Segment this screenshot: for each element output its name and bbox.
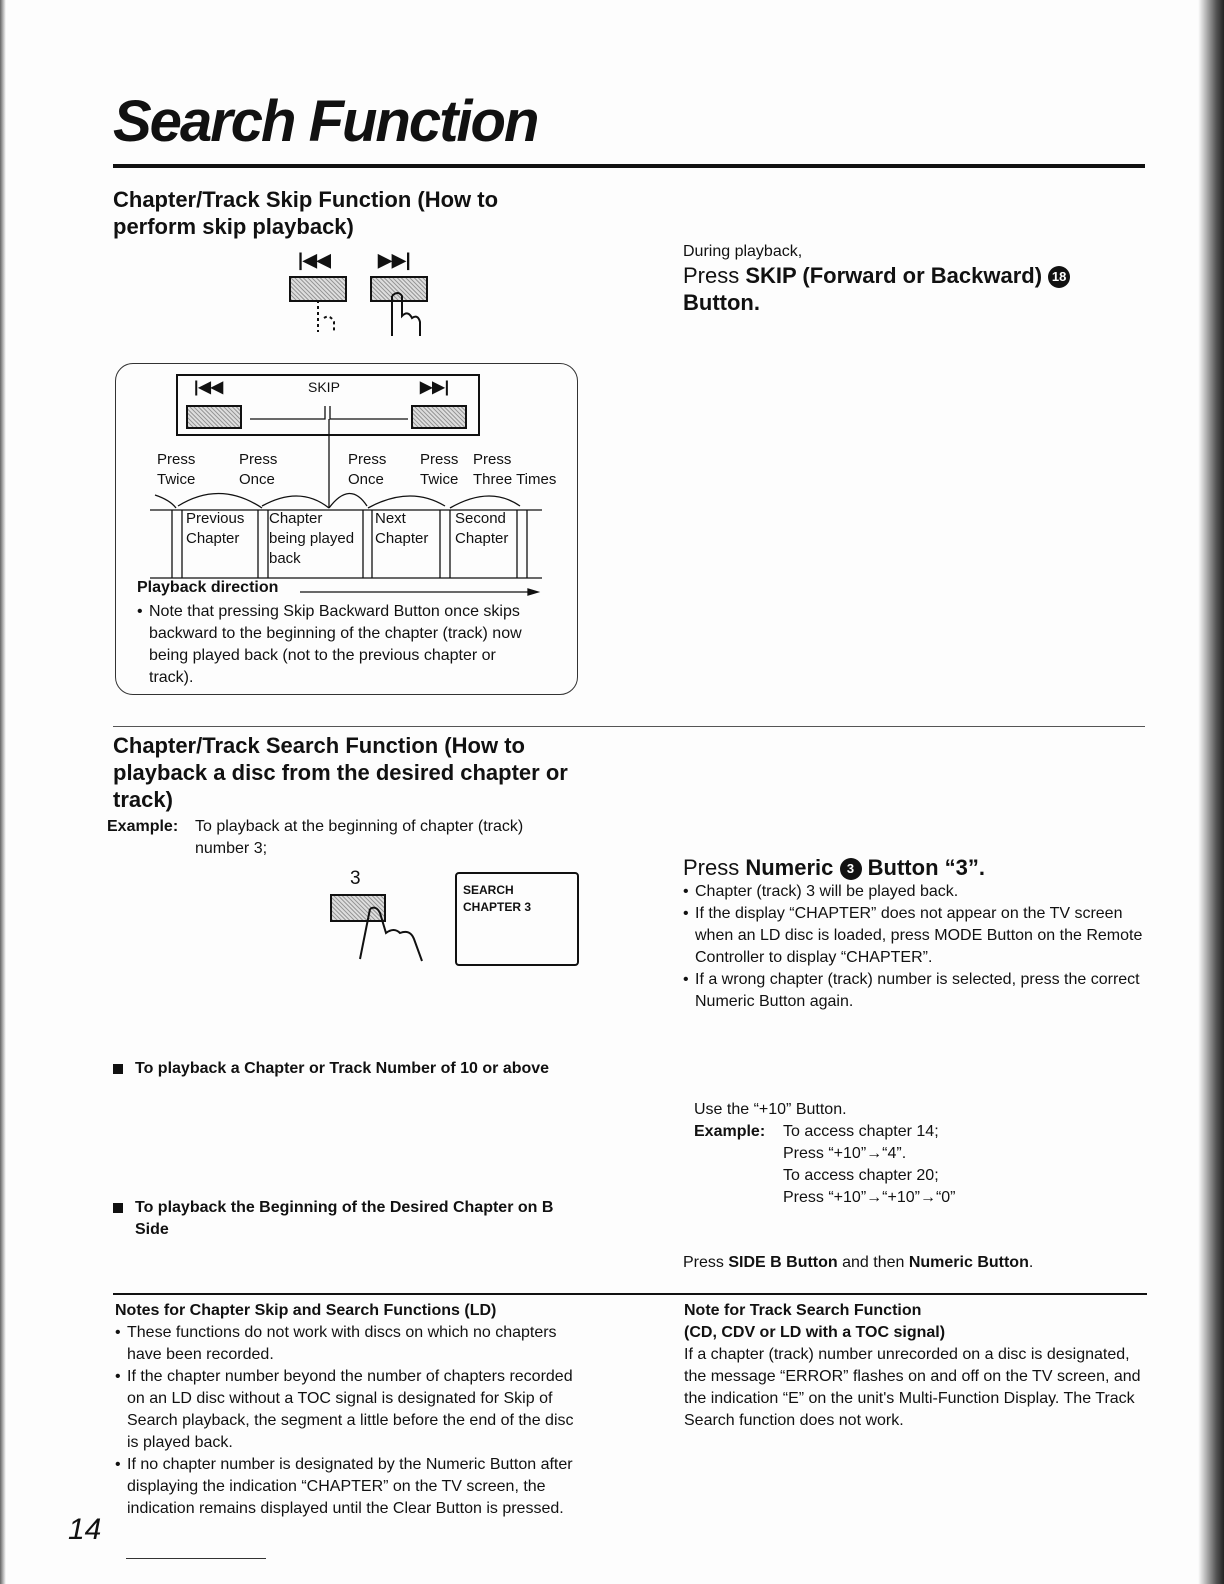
- skip-note: [137, 601, 537, 689]
- button-number-badge: 3: [840, 858, 862, 880]
- text-bold: Button.: [683, 290, 760, 315]
- chapter-cell: Previous Chapter: [186, 510, 245, 547]
- notes-track-text: If a chapter (track) number unrecorded on a disc is designated, the message “ERROR” flashes on and off on the TV screen, and the indication “E” on the unit's Multi-Function Display. The Track Search function does not work.: [684, 1346, 1141, 1429]
- press-label: Press Once: [348, 451, 387, 488]
- press-label: Press Twice: [157, 451, 196, 488]
- bullet-item: • If no chapter number is designated by the Numeric Button after displaying the indication “CHAPTER” on the TV screen, the indication remains displayed until the Clear Button is pressed.: [115, 1454, 580, 1520]
- line: Press “+10”→“4”.: [783, 1145, 907, 1162]
- bullet-item: • If a wrong chapter (track) number is selected, press the correct Numeric Button again.: [683, 969, 1148, 1013]
- screen-text: CHAPTER 3: [463, 900, 532, 914]
- ten-heading: [113, 1058, 553, 1080]
- notes-rule: [113, 1293, 1147, 1295]
- bullet-item: • If the display “CHAPTER” does not appear on the TV screen when an LD disc is loaded, press MODE Button on the Remote Controller to display “CHAPTER”.: [683, 903, 1148, 969]
- screen-text: SEARCH: [463, 883, 514, 897]
- skip-label: SKIP: [308, 379, 340, 395]
- playback-direction: Playback direction: [137, 579, 279, 596]
- title-rule: [113, 164, 1145, 168]
- heading-text: To playback a Chapter or Track Number of 10 or above: [135, 1060, 550, 1077]
- skip-heading: Chapter/Track Skip Function (How to perform skip playback): [113, 187, 499, 239]
- tv-screen: [455, 872, 579, 966]
- search-heading: Chapter/Track Search Function (How to playback a disc from the desired chapter or track): [113, 733, 568, 812]
- skip-backward-icon: |◀◀: [194, 379, 224, 396]
- search-bullets: [683, 881, 1148, 1013]
- ten-use: Use the “+10” Button.: [694, 1101, 847, 1118]
- footer-rule: [126, 1558, 266, 1559]
- notes-track-heading: Note for Track Search Function (CD, CDV or LD with a TOC signal): [684, 1302, 946, 1341]
- chapter-cell: Chapter being played back: [269, 510, 355, 567]
- bullet-item: • If the chapter number beyond the number of chapters recorded on an LD disc without a TOC signal is designated for Skip of Search playback, the segment a little before the end of the disc is played back.: [115, 1366, 580, 1454]
- text-bold: Button “3”.: [867, 855, 985, 880]
- key-label: 3: [350, 868, 361, 889]
- example-label: Example:: [694, 1123, 766, 1140]
- press-label: Press Three Times: [473, 451, 557, 488]
- skip-backward-icon: |◀◀: [298, 250, 331, 270]
- heading-text: To playback the Beginning of the Desired Chapter on B Side: [135, 1199, 554, 1238]
- bullet-item: • Chapter (track) 3 will be played back.: [683, 881, 1148, 903]
- text-bold: SKIP (Forward or Backward): [745, 263, 1043, 288]
- skip-forward-icon: ▶▶|: [378, 250, 411, 270]
- square-bullet-icon: [113, 1203, 123, 1213]
- line: To access chapter 20;: [783, 1167, 939, 1184]
- press-label: Press Twice: [420, 451, 459, 488]
- line: Press “+10”→“+10”→“0”: [783, 1189, 956, 1206]
- square-bullet-icon: [113, 1064, 123, 1074]
- example-label: Example:: [107, 818, 179, 835]
- chapter-cell: Second Chapter: [455, 510, 509, 547]
- pressing-hand-icon: [290, 290, 440, 350]
- press-label: Press Once: [239, 451, 278, 488]
- page-edge-shadow: [0, 0, 6, 1584]
- skip-forward-icon: ▶▶|: [420, 379, 450, 396]
- page-edge-shadow: [1198, 0, 1224, 1584]
- page-title: Search Function: [113, 89, 538, 154]
- pressing-hand-icon: [340, 905, 430, 965]
- text: Press: [683, 263, 746, 288]
- chapter-cell: Next Chapter: [375, 510, 429, 547]
- search-instruction: [683, 854, 985, 881]
- skip-instruction: [683, 262, 1123, 316]
- notes-ld-bullets: [115, 1322, 580, 1520]
- text: Press: [683, 855, 746, 880]
- page-number: 14: [68, 1513, 102, 1546]
- bullet-item: • These functions do not work with discs on which no chapters have been recorded.: [115, 1322, 580, 1366]
- bside-heading: [113, 1197, 563, 1241]
- skip-intro: During playback,: [683, 243, 803, 260]
- text-bold: Numeric: [745, 855, 834, 880]
- notes-ld-heading: Notes for Chapter Skip and Search Functions (LD): [115, 1302, 497, 1319]
- divider: [113, 726, 1145, 727]
- note-item: • Note that pressing Skip Backward Button once skips backward to the beginning of the chapter (track) now being played back (not to the previous chapter or track).: [137, 601, 537, 689]
- ten-example-lines: [783, 1121, 956, 1209]
- line: To access chapter 14;: [783, 1123, 939, 1140]
- bside-instruction: Press SIDE B Button and then Numeric Button.: [683, 1254, 1034, 1271]
- button-number-badge: 18: [1048, 266, 1070, 288]
- example-text: To playback at the beginning of chapter (track) number 3;: [195, 818, 524, 857]
